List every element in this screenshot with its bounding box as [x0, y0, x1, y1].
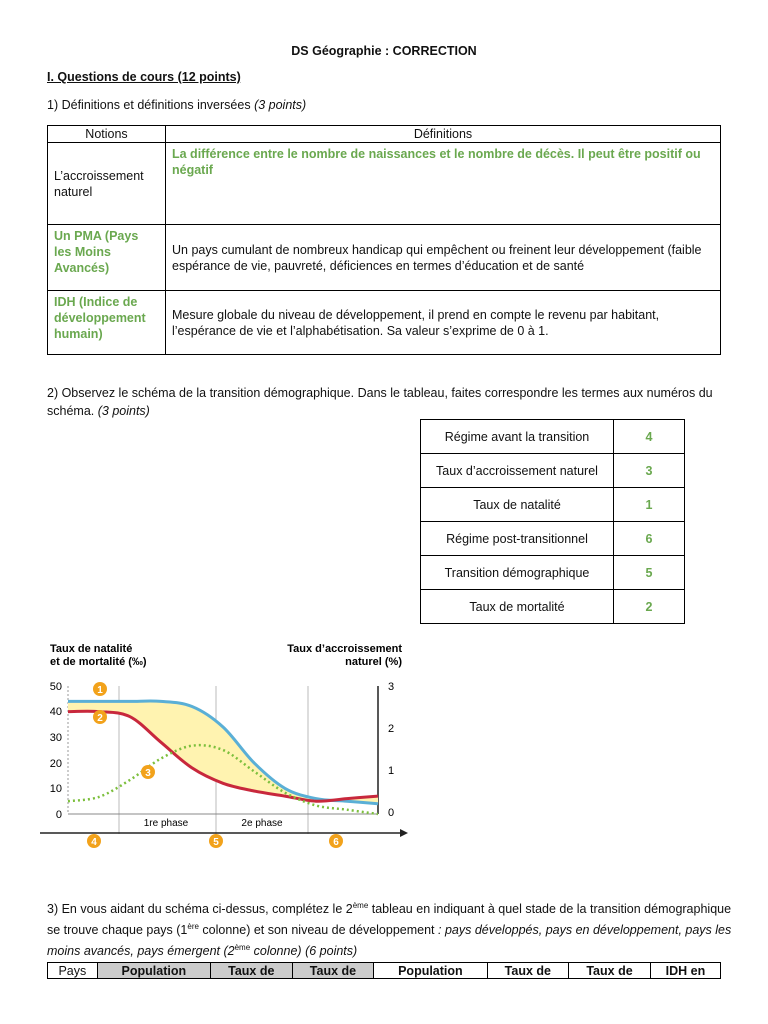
header-cell: Taux de [210, 963, 292, 979]
right-tick: 2 [388, 723, 395, 735]
question-3-italic: : pays développés, pays en développement, pays les moins avancés, pays émergent (2 [47, 923, 732, 959]
header-cell: Pays [48, 963, 98, 979]
right-tick: 0 [388, 807, 395, 819]
question-3-text: colonne) et son niveau de développement [198, 923, 438, 938]
countries-table [47, 962, 721, 979]
superscript: ème [234, 943, 251, 953]
number-cell: 6 [614, 522, 685, 556]
phase-2-label: 2e phase [241, 818, 283, 829]
number-cell: 5 [614, 556, 685, 590]
term-cell: Régime post-transitionnel [421, 522, 614, 556]
question-2-points: (3 points) [97, 404, 150, 418]
question-3 [47, 897, 737, 960]
right-tick: 1 [388, 765, 395, 777]
left-tick: 30 [49, 732, 62, 744]
term-cell: Régime avant la transition [421, 420, 614, 454]
left-axis-title-line1: Taux de natalité [50, 643, 133, 655]
question-3-points: (6 points) [305, 944, 358, 959]
question-2-text: 2) Observez le schéma de la transition démographique. Dans le tableau, faites correspondre les termes aux numéros du schéma. [47, 386, 713, 418]
question-3-italic: colonne) [250, 944, 302, 959]
left-tick: 20 [49, 758, 62, 770]
definition-cell: Un pays cumulant de nombreux handicap qui empêchent ou freinent leur développement (faible espérance de vie, pauvreté, déficiences en termes d’éducation et de santé [166, 225, 721, 291]
term-cell: Transition démographique [421, 556, 614, 590]
phase-1-label: 1re phase [143, 818, 189, 829]
matching-table [420, 419, 685, 624]
question-1-points: (3 points) [254, 98, 307, 112]
number-cell: 2 [614, 590, 685, 624]
right-axis-title-line1: Taux d’accroissement [287, 643, 402, 655]
term-cell: Taux de natalité [421, 488, 614, 522]
section-heading: I. Questions de cours (12 points) [47, 70, 241, 84]
header-cell: Population [374, 963, 487, 979]
term-cell: Taux d’accroissement naturel [421, 454, 614, 488]
header-definitions: Définitions [166, 126, 721, 143]
header-cell: Population [97, 963, 210, 979]
marker-3-label: 3 [145, 768, 151, 779]
time-axis-arrow [400, 829, 408, 837]
definition-cell: La différence entre le nombre de naissances et le nombre de décès. Il peut être positif ou négatif [166, 143, 721, 225]
notion-cell: Un PMA (Pays les Moins Avancés) [48, 225, 166, 291]
question-2 [47, 384, 737, 420]
term-cell: Taux de mortalité [421, 590, 614, 624]
question-1-text: 1) Définitions et définitions inversées [47, 98, 251, 112]
notion-cell: L’accroissement naturel [48, 143, 166, 225]
marker-6-label: 6 [333, 837, 339, 848]
notion-cell: IDH (Indice de développement humain) [48, 291, 166, 355]
superscript: ère [187, 922, 199, 932]
marker-1-label: 1 [97, 685, 103, 696]
marker-5-label: 5 [213, 837, 219, 848]
left-tick: 40 [49, 706, 62, 718]
header-cell: Taux de [292, 963, 374, 979]
number-cell: 1 [614, 488, 685, 522]
question-3-text: tableau en indiquant à quel stade de la transition démographique se trouve chaque pays (1 [47, 902, 732, 938]
left-tick: 50 [49, 681, 62, 693]
definition-cell: Mesure globale du niveau de développement, il prend en compte le revenu par habitant, l’espérance de vie et l’alphabétisation. Sa valeur s’exprime de 0 à 1. [166, 291, 721, 355]
definitions-table [47, 125, 721, 355]
right-tick: 3 [388, 681, 395, 693]
header-cell: IDH en [650, 963, 720, 979]
marker-2-label: 2 [97, 713, 103, 724]
question-3-text: 3) En vous aidant du schéma ci-dessus, complétez le 2 [47, 902, 353, 917]
page-title: DS Géographie : CORRECTION [291, 44, 477, 58]
header-cell: Taux de [487, 963, 569, 979]
marker-4-label: 4 [91, 837, 97, 848]
left-tick: 10 [49, 783, 62, 795]
number-cell: 4 [614, 420, 685, 454]
demographic-transition-chart [30, 640, 415, 852]
left-tick: 0 [55, 809, 62, 821]
natural-increase-area [68, 701, 378, 804]
right-axis-title-line2: naturel (%) [345, 656, 402, 668]
header-cell: Taux de [569, 963, 651, 979]
left-axis-title-line2: et de mortalité (‰) [50, 656, 147, 668]
superscript: ème [352, 901, 369, 910]
header-notions: Notions [48, 126, 166, 143]
question-1 [47, 98, 306, 112]
number-cell: 3 [614, 454, 685, 488]
